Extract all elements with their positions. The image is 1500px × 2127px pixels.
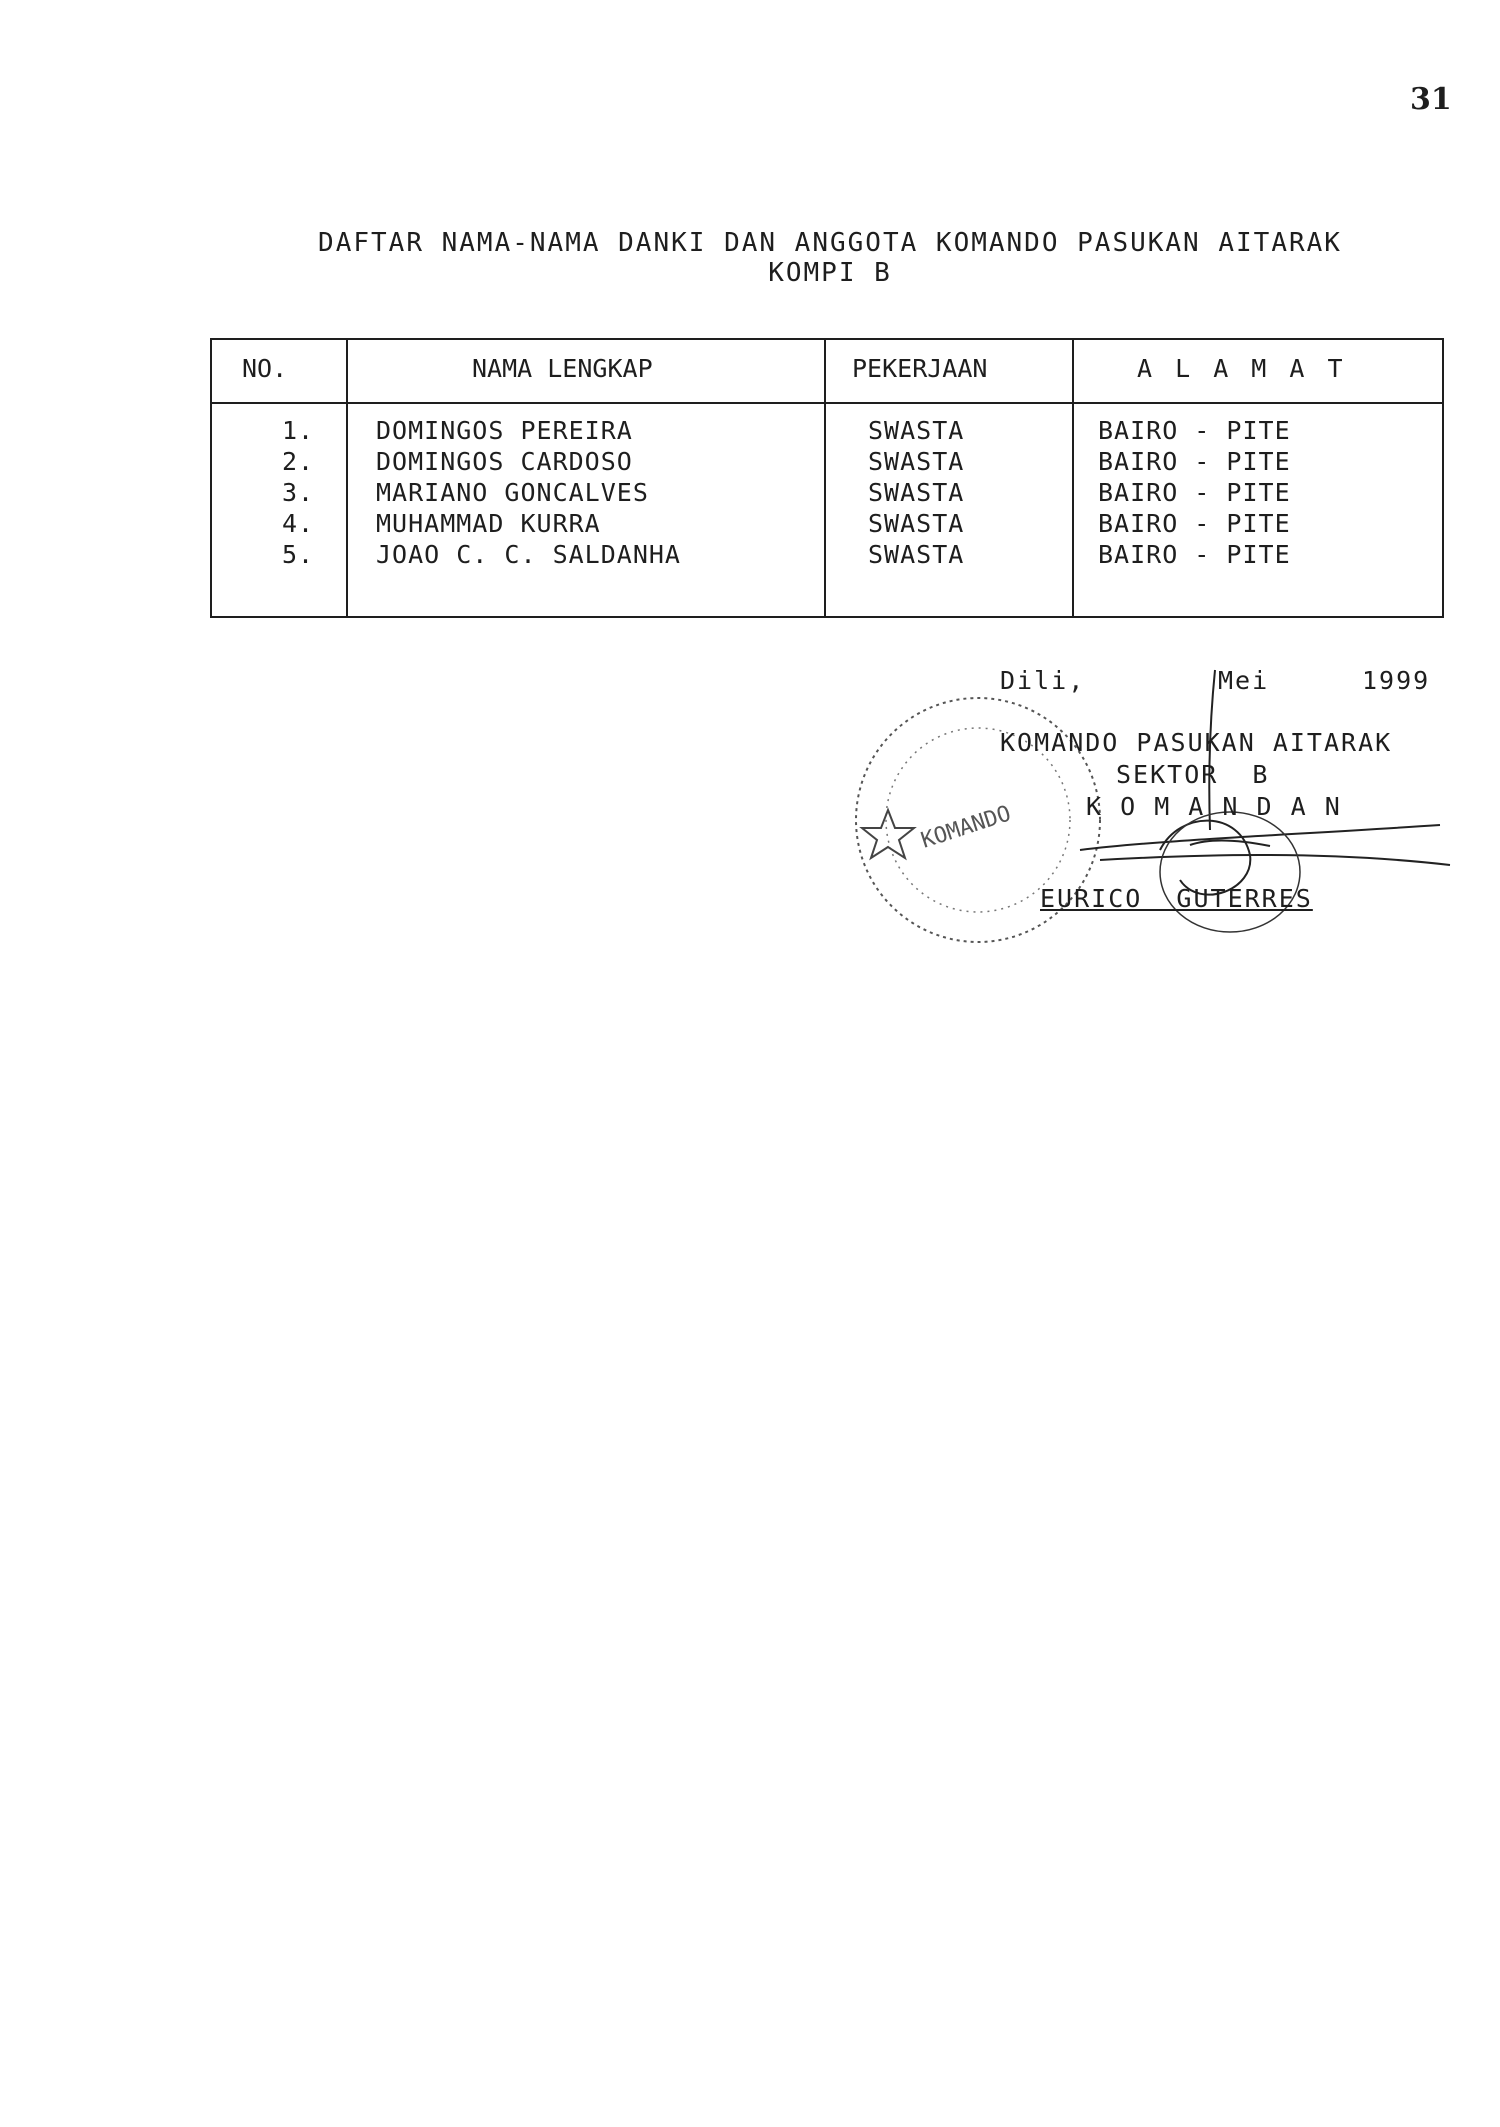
table-header-no: NO. — [242, 354, 288, 383]
signature-organization: KOMANDO PASUKAN AITARAK — [1000, 728, 1393, 757]
signature-month: Mei — [1218, 666, 1270, 695]
row-alamat: BAIRO - PITE — [1098, 540, 1291, 569]
row-nama: JOAO C. C. SALDANHA — [376, 540, 681, 569]
signature-place: Dili, — [1000, 666, 1086, 695]
row-no: 5. — [282, 540, 315, 569]
table-column-divider — [1072, 340, 1074, 616]
row-nama: MUHAMMAD KURRA — [376, 509, 601, 538]
page-number: 31 — [1410, 82, 1452, 117]
table-header-divider — [212, 402, 1442, 404]
row-alamat: BAIRO - PITE — [1098, 447, 1291, 476]
row-pekerjaan: SWASTA — [868, 509, 965, 538]
row-pekerjaan: SWASTA — [868, 416, 965, 445]
signature-year: 1999 — [1362, 666, 1431, 695]
row-no: 3. — [282, 478, 315, 507]
row-nama: DOMINGOS PEREIRA — [376, 416, 633, 445]
row-nama: MARIANO GONCALVES — [376, 478, 649, 507]
stamp-text: KOMANDO — [918, 801, 1015, 854]
row-no: 1. — [282, 416, 315, 445]
row-no: 2. — [282, 447, 315, 476]
table-column-divider — [346, 340, 348, 616]
table-header-pekerjaan: PEKERJAAN — [852, 354, 988, 383]
row-no: 4. — [282, 509, 315, 538]
table-header-nama: NAMA LENGKAP — [472, 354, 653, 383]
document-title-line-2: KOMPI B — [768, 258, 892, 288]
star-icon — [862, 810, 914, 858]
row-alamat: BAIRO - PITE — [1098, 509, 1291, 538]
member-table — [210, 338, 1444, 618]
document-title-line-1: DAFTAR NAMA-NAMA DANKI DAN ANGGOTA KOMANDO PASUKAN AITARAK — [318, 228, 1342, 258]
row-pekerjaan: SWASTA — [868, 447, 965, 476]
row-alamat: BAIRO - PITE — [1098, 416, 1291, 445]
signature-sector: SEKTOR B — [1116, 760, 1270, 789]
table-column-divider — [824, 340, 826, 616]
row-nama: DOMINGOS CARDOSO — [376, 447, 633, 476]
table-header-alamat: A L A M A T — [1137, 354, 1347, 383]
row-pekerjaan: SWASTA — [868, 540, 965, 569]
signature-role: K O M A N D A N — [1086, 792, 1342, 821]
signature-name: EURICO GUTERRES — [1040, 884, 1313, 913]
row-pekerjaan: SWASTA — [868, 478, 965, 507]
row-alamat: BAIRO - PITE — [1098, 478, 1291, 507]
